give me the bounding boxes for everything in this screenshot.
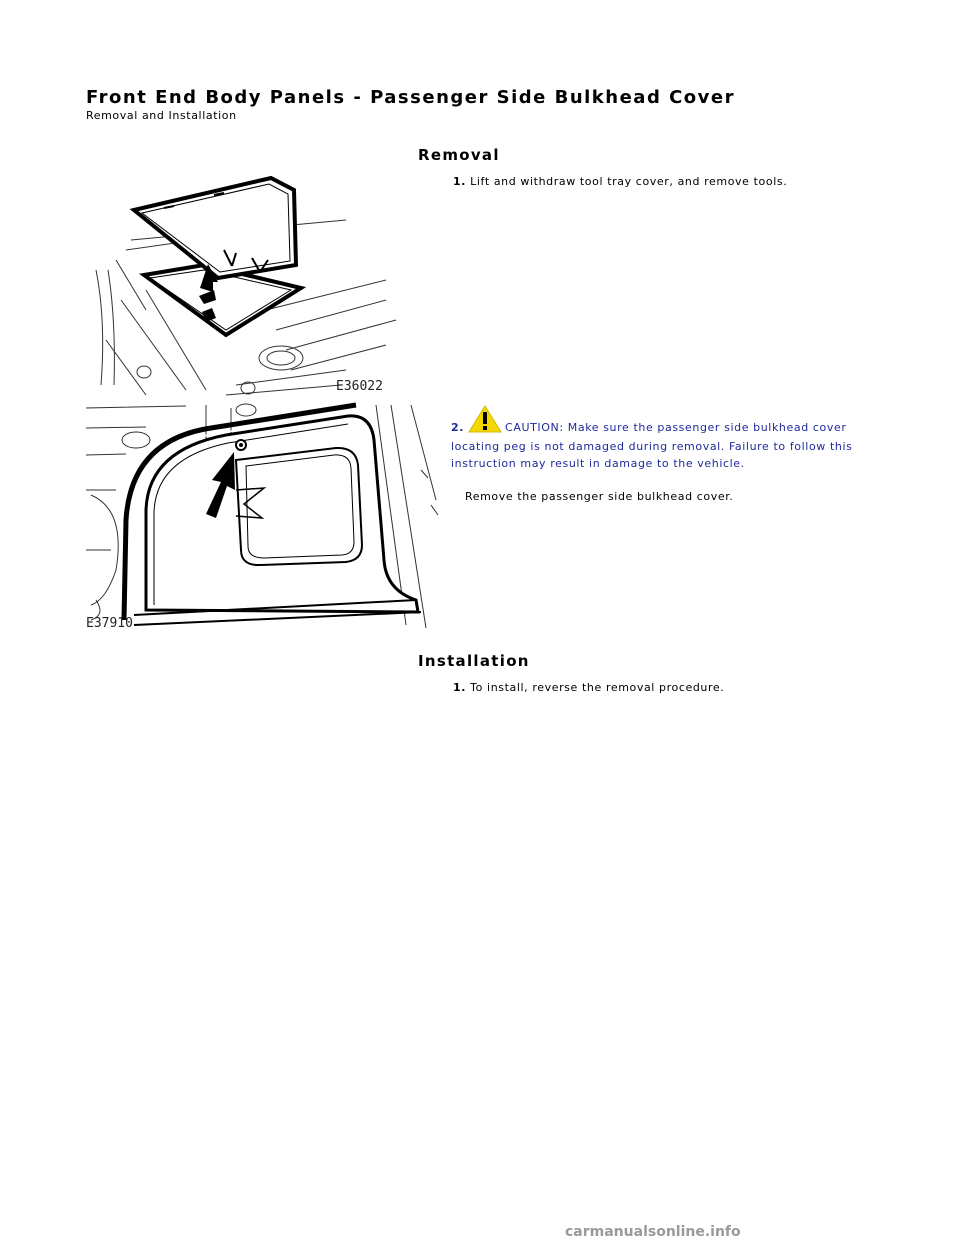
removal-step-2-caution — [451, 405, 881, 472]
figure-label: E36022 — [336, 379, 383, 394]
step-number: 1. — [453, 681, 467, 694]
removal-heading: Removal — [418, 146, 500, 164]
caution-text: CAUTION: Make sure the passenger side bulkhead cover locating peg is not damaged during removal. Failure to follow this instruction may result in damage to the vehicle. — [451, 421, 853, 470]
step-text: Lift and withdraw tool tray cover, and remove tools. — [470, 175, 788, 188]
step-number: 1. — [453, 175, 467, 188]
bulkhead-cover-illustration — [86, 400, 446, 635]
step-number: 2. — [451, 421, 465, 434]
figure-bulkhead-cover — [86, 400, 446, 635]
figure-tool-tray-cover — [86, 160, 406, 400]
removal-step-1 — [453, 175, 787, 188]
page-subtitle: Removal and Installation — [86, 109, 237, 122]
removal-step-2-text: Remove the passenger side bulkhead cover. — [465, 490, 734, 503]
tool-tray-illustration — [86, 160, 406, 400]
installation-step-1 — [453, 681, 724, 694]
watermark: carmanualsonline.info — [565, 1224, 741, 1240]
warning-triangle-icon — [468, 405, 502, 438]
page-title: Front End Body Panels - Passenger Side Bulkhead Cover — [86, 87, 735, 108]
step-text: To install, reverse the removal procedure. — [470, 681, 725, 694]
figure-label: E37910 — [86, 616, 133, 631]
installation-heading: Installation — [418, 652, 530, 670]
